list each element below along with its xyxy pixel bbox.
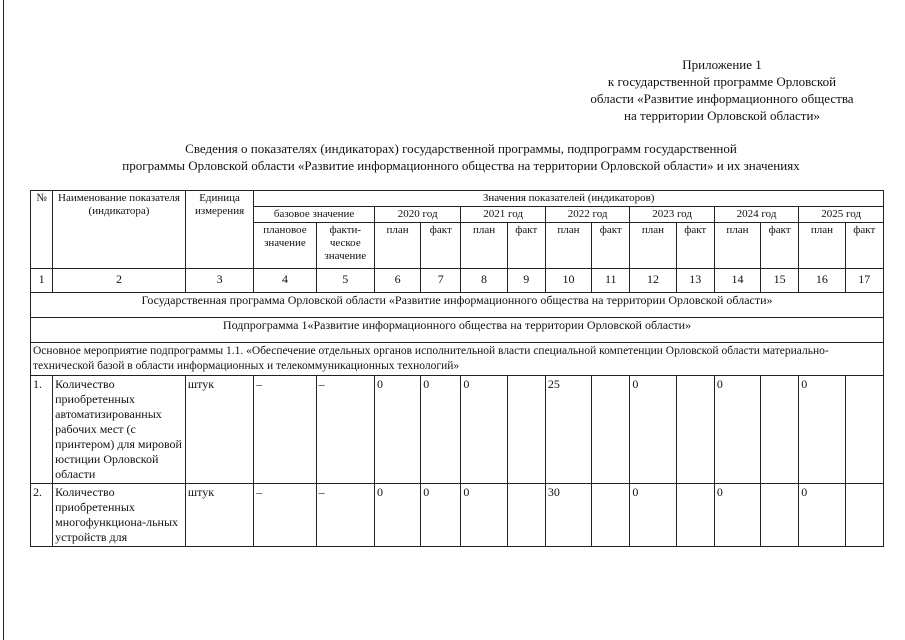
subprogram-row: Подпрограмма 1«Развитие информационного общества на территории Орловской области»	[31, 318, 884, 343]
header-unit: Единица измерения	[185, 191, 253, 269]
appendix-note	[560, 56, 884, 124]
col-number: 15	[761, 269, 799, 293]
column-number-row	[31, 269, 884, 293]
header-plan: план	[714, 223, 760, 269]
header-base: базовое значение	[254, 207, 375, 223]
value-cell	[507, 376, 545, 484]
value-cell: 0	[421, 376, 461, 484]
col-number: 14	[714, 269, 760, 293]
indicator-unit: штук	[185, 376, 253, 484]
value-cell: 0	[799, 484, 845, 547]
appendix-line-2: к государственной программе Орловской	[607, 74, 837, 89]
value-cell: 0	[421, 484, 461, 547]
value-cell: 0	[374, 484, 420, 547]
col-number: 8	[461, 269, 507, 293]
value-cell: 0	[461, 484, 507, 547]
col-number: 6	[374, 269, 420, 293]
value-cell: –	[316, 376, 374, 484]
header-fact: факт	[845, 223, 883, 269]
activity-row: Основное мероприятие подпрограммы 1.1. «Обеспечение отдельных органов исполнительной власти специальной компетенции Орловской области материально-технической базой в области информационных и телекоммуникационных технологий»	[31, 343, 884, 376]
appendix-line-4: на территории Орловской области»	[624, 108, 820, 123]
header-year-2021: 2021 год	[461, 207, 545, 223]
header-plan: план	[545, 223, 591, 269]
value-cell: 0	[799, 376, 845, 484]
header-fact: факт	[761, 223, 799, 269]
header-fact: факт	[507, 223, 545, 269]
value-cell: –	[254, 376, 316, 484]
header-plan: план	[461, 223, 507, 269]
header-fact: факт	[421, 223, 461, 269]
header-name: Наименование показателя (индикатора)	[53, 191, 186, 269]
header-values: Значения показателей (индикаторов)	[254, 191, 884, 207]
value-cell	[845, 484, 883, 547]
title-line-2: программы Орловской области «Развитие информационного общества на территории Орловской области» и их значениях	[122, 158, 800, 173]
col-number: 2	[53, 269, 186, 293]
header-plan: план	[799, 223, 845, 269]
col-number: 7	[421, 269, 461, 293]
value-cell: 0	[374, 376, 420, 484]
header-year-2025: 2025 год	[799, 207, 884, 223]
value-cell	[592, 484, 630, 547]
value-cell: 0	[714, 376, 760, 484]
col-number: 5	[316, 269, 374, 293]
row-num: 2.	[31, 484, 53, 547]
table-row	[31, 484, 884, 547]
value-cell: 30	[545, 484, 591, 547]
title-line-1: Сведения о показателях (индикаторах) государственной программы, подпрограмм государственной	[185, 141, 737, 156]
table-row	[31, 376, 884, 484]
value-cell	[761, 484, 799, 547]
page-left-border	[3, 0, 4, 640]
header-year-2023: 2023 год	[630, 207, 714, 223]
header-plan: план	[630, 223, 676, 269]
header-fact: факт	[592, 223, 630, 269]
header-actual-value: факти-ческое значение	[316, 223, 374, 269]
document-title	[36, 140, 886, 174]
value-cell	[592, 376, 630, 484]
value-cell: 0	[714, 484, 760, 547]
header-plan: план	[374, 223, 420, 269]
header-year-2024: 2024 год	[714, 207, 798, 223]
col-number: 16	[799, 269, 845, 293]
col-number: 4	[254, 269, 316, 293]
value-cell: 0	[630, 376, 676, 484]
value-cell: 0	[630, 484, 676, 547]
col-number: 3	[185, 269, 253, 293]
program-row: Государственная программа Орловской области «Развитие информационного общества на территории Орловской области»	[31, 293, 884, 318]
header-fact: факт	[676, 223, 714, 269]
value-cell	[845, 376, 883, 484]
appendix-line-1: Приложение 1	[682, 57, 762, 72]
header-num: №	[31, 191, 53, 269]
indicators-table	[30, 190, 884, 547]
col-number: 10	[545, 269, 591, 293]
col-number: 1	[31, 269, 53, 293]
value-cell	[507, 484, 545, 547]
indicator-unit: штук	[185, 484, 253, 547]
value-cell	[761, 376, 799, 484]
col-number: 11	[592, 269, 630, 293]
row-num: 1.	[31, 376, 53, 484]
indicator-name: Количество приобретенных автоматизированных рабочих мест (с принтером) для мировой юстиции Орловской области	[53, 376, 186, 484]
appendix-line-3: области «Развитие информационного общества	[590, 91, 854, 106]
header-year-2022: 2022 год	[545, 207, 629, 223]
indicator-name: Количество приобретенных многофункциона-льных устройств для	[53, 484, 186, 547]
value-cell: 0	[461, 376, 507, 484]
col-number: 17	[845, 269, 883, 293]
col-number: 12	[630, 269, 676, 293]
value-cell	[676, 484, 714, 547]
value-cell: 25	[545, 376, 591, 484]
value-cell: –	[254, 484, 316, 547]
col-number: 9	[507, 269, 545, 293]
value-cell	[676, 376, 714, 484]
value-cell: –	[316, 484, 374, 547]
header-year-2020: 2020 год	[374, 207, 460, 223]
header-planned-value: плановое значение	[254, 223, 316, 269]
col-number: 13	[676, 269, 714, 293]
